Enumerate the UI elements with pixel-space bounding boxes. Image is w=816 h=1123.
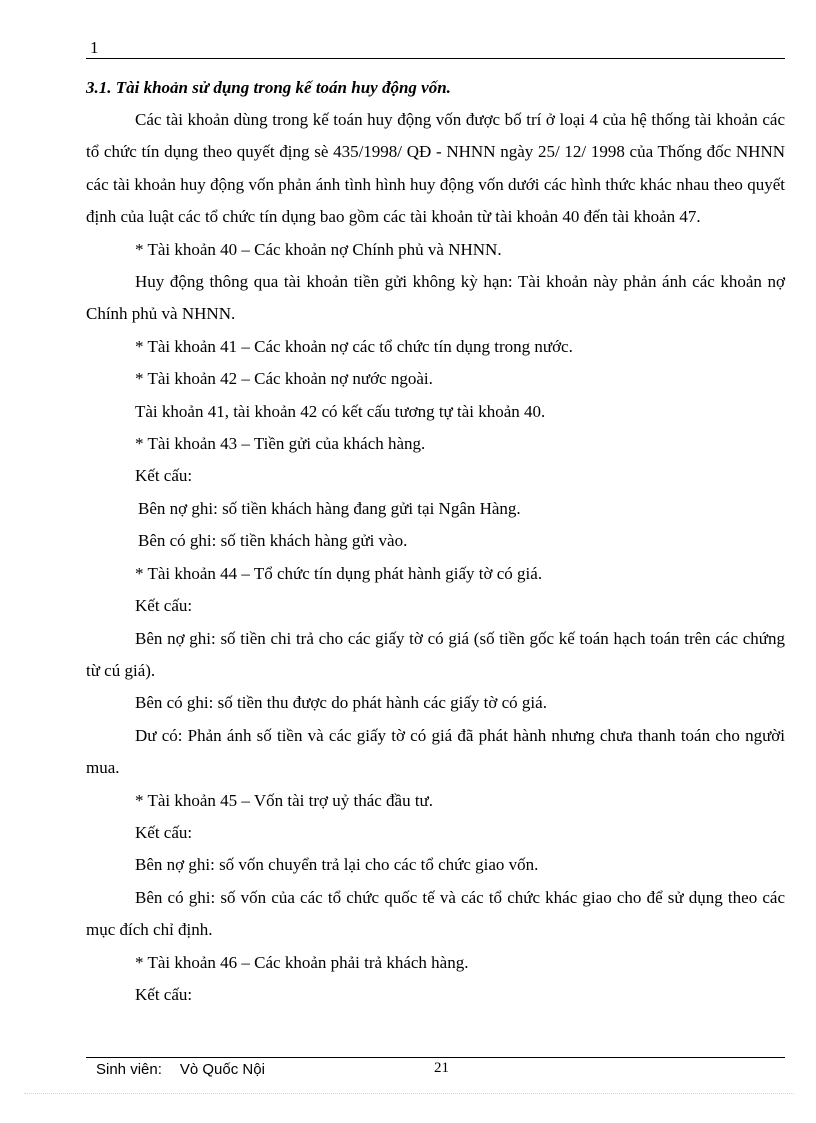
account-46-title: * Tài khoản 46 – Các khoản phải trả khách hàng.: [135, 952, 469, 972]
account-44-credit: Bên có ghi: số tiền thu được do phát hành các giấy tờ có giá.: [135, 693, 547, 713]
account-43-title: * Tài khoản 43 – Tiền gửi của khách hàng.: [135, 434, 426, 454]
account-45-debit: Bên nợ ghi: số vốn chuyển trả lại cho các tổ chức giao vốn.: [135, 855, 539, 875]
account-44-balance: Dư có: Phản ánh số tiền và các giấy tờ có giá đã phát hành nhưng chưa thanh toán cho người mua.: [86, 725, 785, 778]
account-41-42-note: Tài khoản 41, tài khoản 42 có kết cấu tương tự tài khoản 40.: [135, 401, 546, 421]
account-41-title: * Tài khoản 41 – Các khoản nợ các tổ chức tín dụng trong nước.: [135, 336, 573, 356]
account-46-structure-label: Kết cấu:: [135, 984, 193, 1004]
account-40-description: Huy động thông qua tài khoản tiền gửi không kỳ hạn: Tài khoản này phản ánh các khoản nợ Chính phủ và NHNN.: [86, 272, 785, 324]
page-boundary: [24, 1093, 794, 1094]
section-heading: 3.1. Tài khoản sử dụng trong kế toán huy động vốn.: [86, 78, 451, 97]
account-45-title: * Tài khoản 45 – Vốn tài trợ uỷ thác đầu tư.: [135, 790, 434, 810]
paragraph-intro: Các tài khoản dùng trong kế toán huy động vốn được bố trí ở loại 4 của hệ thống tài khoản các tổ chức tín dụng theo quyết địng sè 435/1998/ QĐ - NHNN ngày 25/ 12/ 1998 của Thống đốc NHNN các tài khoản huy động vốn phản ánh tình hình huy động vốn dưới các hình thức khác nhau theo quyết định của luật các tổ chức tín dụng bao gồm các tài khoản từ tài khoản 40 đến tài khoản 47.: [86, 110, 785, 227]
footer-divider: [86, 1057, 785, 1058]
header-divider: [86, 58, 785, 59]
account-43-debit: Bên nợ ghi: số tiền khách hàng đang gửi tại Ngân Hàng.: [138, 498, 521, 518]
footer-author-name: Vò Quốc Nội: [179, 1061, 265, 1078]
account-45-structure-label: Kết cấu:: [135, 822, 193, 842]
account-43-credit: Bên có ghi: số tiền khách hàng gửi vào.: [138, 531, 408, 551]
account-45-credit: Bên có ghi: số vốn của các tổ chức quốc tế và các tổ chức khác giao cho để sử dụng theo các mục đích chỉ định.: [86, 887, 785, 940]
account-44-debit: Bên nợ ghi: số tiền chi trả cho các giấy tờ có giá (số tiền gốc kế toán hạch toán trên các chứng từ cú giá).: [86, 628, 785, 680]
account-42-title: * Tài khoản 42 – Các khoản nợ nước ngoài.: [135, 369, 433, 389]
account-40-title: * Tài khoản 40 – Các khoản nợ Chính phủ và NHNN.: [135, 239, 502, 259]
footer-author: [96, 1061, 265, 1078]
header-page-number: 1: [90, 38, 99, 57]
account-43-structure-label: Kết cấu:: [135, 466, 193, 486]
footer-page-number: 21: [434, 1060, 449, 1076]
account-44-title: * Tài khoản 44 – Tổ chức tín dụng phát hành giấy tờ có giá.: [135, 563, 543, 583]
footer-author-label: Sinh viên:: [96, 1061, 162, 1078]
document-body: [86, 72, 785, 1011]
account-44-structure-label: Kết cấu:: [135, 596, 193, 616]
